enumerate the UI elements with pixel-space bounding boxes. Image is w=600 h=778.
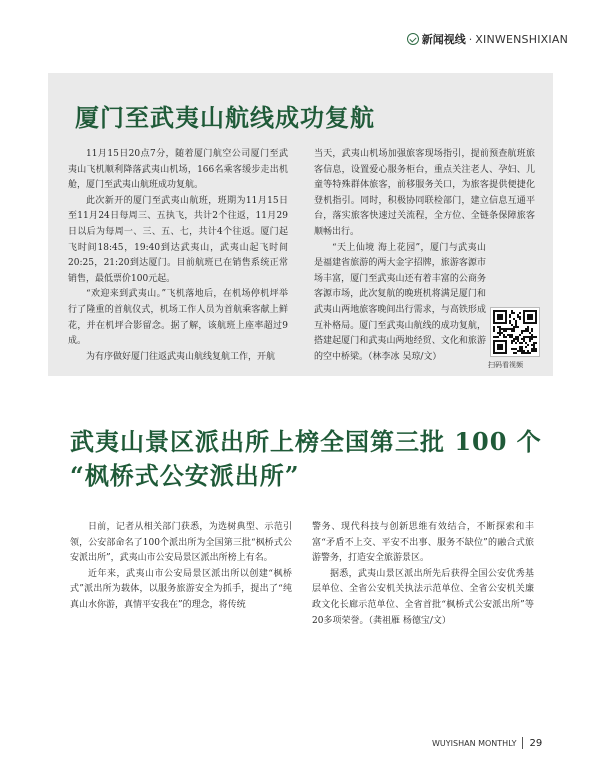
article-1-title: 厦门至武夷山航线成功复航 [75, 103, 375, 132]
article-2-paragraph: 警务、现代科技与创新思维有效结合，不断探索和丰富“矛盾不上交、平安不出事、服务不缺位”的融合式旅游警务，打造安全旅游景区。 [312, 522, 534, 564]
article-2-byline: （龚祖雁 杨德宝/文） [368, 615, 451, 626]
article-1-paragraph: 当天，武夷山机场加强旅客现场指引，提前预查航班旅客信息，设置爱心服务柜台，重点关注老人、孕妇、儿童等特殊群体旅客，前移服务关口，为旅客提供便捷化登机指引。同时，积极协同联检部门，建立信息互通平台，落实旅客快速过关流程，全方位、全链条保障旅客顺畅出行。 [314, 149, 535, 237]
article-2-left-column [70, 520, 292, 614]
qr-code-block [490, 307, 544, 370]
article-1-paragraph: “欢迎来到武夷山。”飞机落地后，在机场停机坪举行了隆重的首航仪式，机场工作人员为首航乘客献上鲜花，并在机坪合影留念。据了解，该航班上座率超过9成。 [68, 289, 288, 347]
article-1-paragraph-text: “天上仙境 海上花园”，厦门与武夷山是福建省旅游的两大金字招牌，旅游客源市场丰富，厦门至武夷山还有着丰富的公商务客源市场，此次复航的晚班机将满足厦门和武夷山两地旅客晚间出行需求，与高铁形成互补格局。 [314, 242, 486, 331]
article-2-paragraph: 近年来，武夷山市公安局景区派出所以创建“枫桥式”派出所为载体，以服务旅游安全为抓手，提出了“纯真山水你游，真情平安我在”的理念，将传统 [70, 568, 292, 610]
article-1-left-column [68, 147, 288, 365]
article-1-paragraph: 为有序做好厦门往返武夷山航线复航工作，开航 [86, 351, 276, 362]
footer-divider [522, 737, 523, 749]
qr-caption: 扫码看视频 [488, 361, 523, 369]
article-2-paragraph [312, 567, 534, 629]
article-1-byline: （林李冰 吴琼/文） [368, 351, 442, 362]
magazine-name: WUYISHAN MONTHLY [432, 738, 517, 748]
article-2-title-line: “枫桥式公安派出所” [70, 461, 300, 490]
article-2-title-line: 武夷山景区派出所上榜全国第三批 100 个 [70, 427, 542, 456]
section-separator: · [468, 32, 473, 46]
article-1-paragraph-text: 厦门至武夷山航线的成功复航，搭建起厦门和武夷山两地经贸、文化和旅游的空中桥梁。 [314, 320, 486, 362]
page-footer [432, 737, 542, 749]
article-2-title [70, 425, 542, 493]
article-1-paragraph: 此次新开的厦门至武夷山航班，班期为11月15日至11月24日每周三、五执飞，共计2个往返，11月29日以后为每周一、三、五、七，共计4个往返。厦门起飞时间18:45，19:40到达武夷山，武夷山起飞时间20:25，21:20到达厦门。目前航班已在销售系统正常销售，最低票价100元起。 [68, 195, 288, 284]
news-logo-icon [407, 33, 419, 45]
article-2-paragraph: 日前，记者从相关部门获悉，为选树典型、示范引领，公安部命名了100个派出所为全国第三批“枫桥式公安派出所”，武夷山市公安局景区派出所榜上有名。 [70, 522, 292, 564]
article-2-paragraph-text: 据悉，武夷山景区派出所先后获得全国公安优秀基层单位、全省公安机关执法示范单位、全省公安机关廉政文化长廊示范单位、全省首批“枫桥式公安派出所”等20多项荣誉。 [312, 568, 534, 626]
section-header [407, 31, 568, 47]
section-name-cn: 新闻视线 [421, 33, 466, 46]
section-name-en: XINWENSHIXIAN [475, 32, 568, 46]
article-1-paragraph: 11月15日20点7分，随着厦门航空公司厦门至武夷山飞机顺利降落武夷山机场，166名乘客缓步走出机舱，厦门至武夷山航班成功复航。 [68, 149, 288, 191]
page-number: 29 [529, 737, 543, 749]
article-1-paragraph [314, 241, 486, 366]
article-2-right-column [312, 520, 534, 629]
qr-code-icon [493, 310, 537, 354]
qr-code[interactable] [490, 307, 540, 357]
